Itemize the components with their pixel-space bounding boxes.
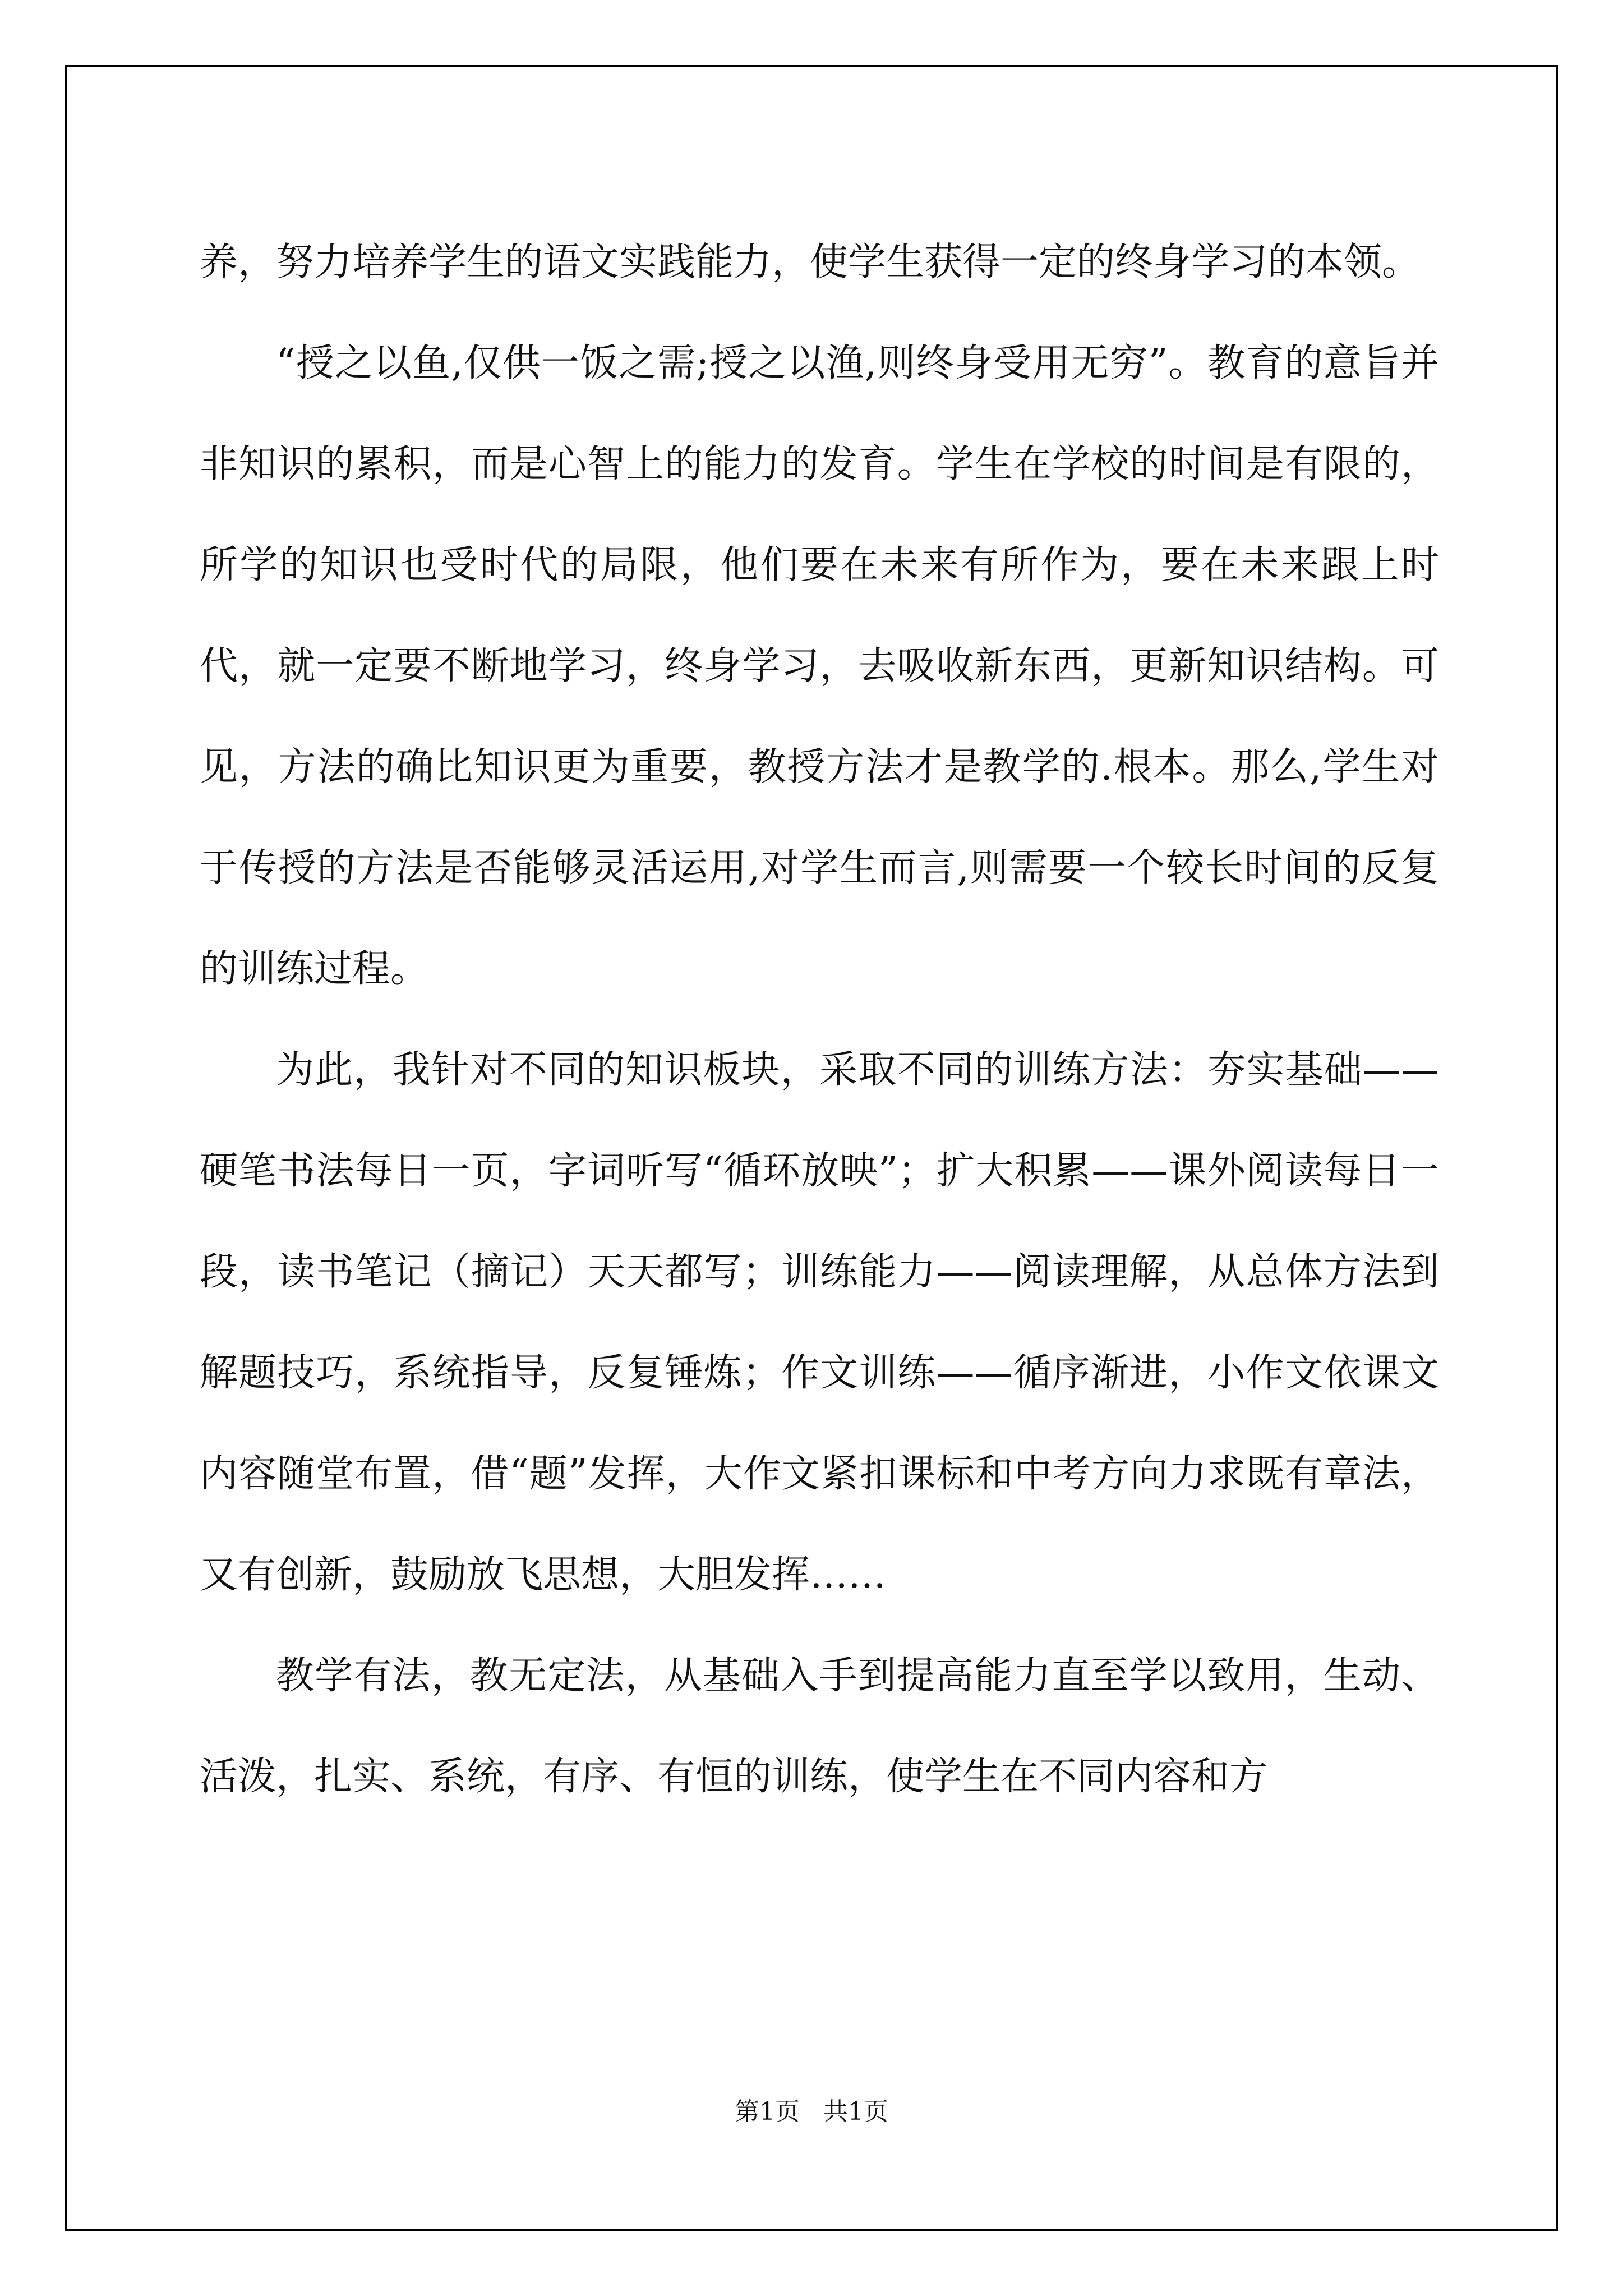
page-number-footer: 第1页 共1页 [735,2097,888,2126]
paragraph-2: “授之以鱼,仅供一饭之需;授之以渔,则终身受用无穷”。教育的意旨并非知识的累积，而是心智上的能力的发育。学生在学校的时间是有限的，所学的知识也受时代的局限，他们要在未来有所作为，要在未来跟上时代，就一定要不断地学习，终身学习，去吸收新东西，更新知识结构。可见，方法的确比知识更为重要，教授方法才是教学的.根本。那么,学生对于传授的方法是否能够灵活运用,对学生而言,则需要一个较长时间的反复的训练过程。 [200,341,1439,991]
document-body [200,212,1439,1828]
paragraph-3: 为此，我针对不同的知识板块，采取不同的训练方法：夯实基础——硬笔书法每日一页，字词听写“循环放映”；扩大积累——课外阅读每日一段，读书笔记（摘记）天天都写；训练能力——阅读理解，从总体方法到解题技巧，系统指导，反复锤炼；作文训练——循序渐进，小作文依课文内容随堂布置，借“题”发挥，大作文紧扣课标和中考方向力求既有章法，又有创新，鼓励放飞思想，大胆发挥…… [200,1048,1439,1597]
paragraph-1: 养，努力培养学生的语文实践能力，使学生获得一定的终身学习的本领。 [200,240,1421,284]
paragraph-4: 教学有法，教无定法，从基础入手到提高能力直至学以致用，生动、活泼，扎实、系统，有序、有恒的训练，使学生在不同内容和方 [200,1654,1439,1799]
